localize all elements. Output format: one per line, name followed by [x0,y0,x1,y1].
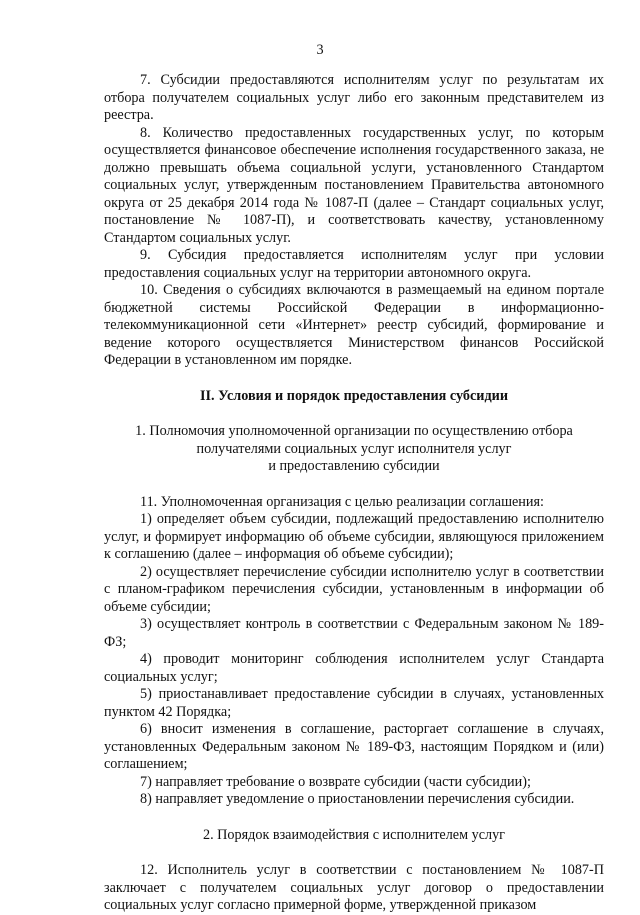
paragraph-11-item-6: 6) вносит изменения в соглашение, расторгает соглашение в случаях, установленных Федеральным законом № 189-ФЗ, настоящим Порядком и (или) соглашением; [104,721,604,772]
paragraph-7: 7. Субсидии предоставляются исполнителям услуг по результатам их отбора получателем социальных услуг либо его законным представителем из реестра. [104,72,604,123]
paragraph-11-item-8: 8) направляет уведомление о приостановлении перечисления субсидии. [140,791,575,807]
subsection-1-line-2: получателями социальных услуг исполнителя услуг [196,440,512,457]
subsection-1-line-1: 1. Полномочия уполномоченной организации по осуществлению отбора [135,423,573,439]
paragraph-8: 8. Количество предоставленных государственных услуг, по которым осуществляется финансовое обеспечение исполнения государственного заказа, не должно превышать объема социальной услуги, установленного Стандартом социальных услуг, утвержденным постановлением Правительства автономного округа от 25 декабря 2014 года № 1087-П (далее – Стандарт социальных услуг, постановление № 1087-П), и соответствовать качеству, установленному Стандартом социальных услуг. [104,124,604,246]
paragraph-11-item-4: 4) проводит мониторинг соблюдения исполнителем услуг Стандарта социальных услуг; [104,651,604,685]
subsection-1-line-3: и предоставлению субсидии [268,458,440,474]
paragraph-11-item-1: 1) определяет объем субсидии, подлежащий предоставлению исполнителю услуг, и формирует информацию об объеме субсидии, являющуюся приложением к соглашению (далее – информация об объеме субсидии); [104,511,604,562]
paragraph-11: 11. Уполномоченная организация с целью реализации соглашения: [140,493,544,510]
subsection-1-title [104,423,604,476]
paragraph-11-item-2: 2) осуществляет перечисление субсидии исполнителю услуг в соответствии с планом-графиком перечисления субсидии, установленным в информации об объеме субсидии; [104,563,604,615]
subsection-2-title: 2. Порядок взаимодействия с исполнителем услуг [202,826,505,843]
section-title: II. Условия и порядок предоставления субсидии [199,387,508,404]
paragraph-10: 10. Сведения о субсидиях включаются в размещаемый на едином портале бюджетной системы Российской Федерации в информационно-телекоммуникационной сети «Интернет» реестр субсидий, формирование и ведение которого осуществляется Министерством финансов Российской Федерации в установленном им порядке. [104,282,604,368]
paragraph-11-item-3: 3) осуществляет контроль в соответствии с Федеральным законом № 189-ФЗ; [104,616,604,650]
paragraph-12: 12. Исполнитель услуг в соответствии с постановлением № 1087-П заключает с получателем социальных услуг договор о предоставлении социальных услуг согласно примерной форме, утвержденной приказом [104,862,604,913]
paragraph-11-item-5: 5) приостанавливает предоставление субсидии в случаях, установленных пунктом 42 Порядка; [104,686,604,720]
document-body [104,72,604,915]
page-number: 3 [316,42,324,58]
spacer [104,844,604,862]
spacer [104,476,604,494]
paragraph-11-item-7: 7) направляет требование о возврате субсидии (части субсидии); [140,773,531,790]
paragraph-9: 9. Субсидия предоставляется исполнителям услуг при условии предоставления социальных услуг на территории автономного округа. [104,247,604,281]
